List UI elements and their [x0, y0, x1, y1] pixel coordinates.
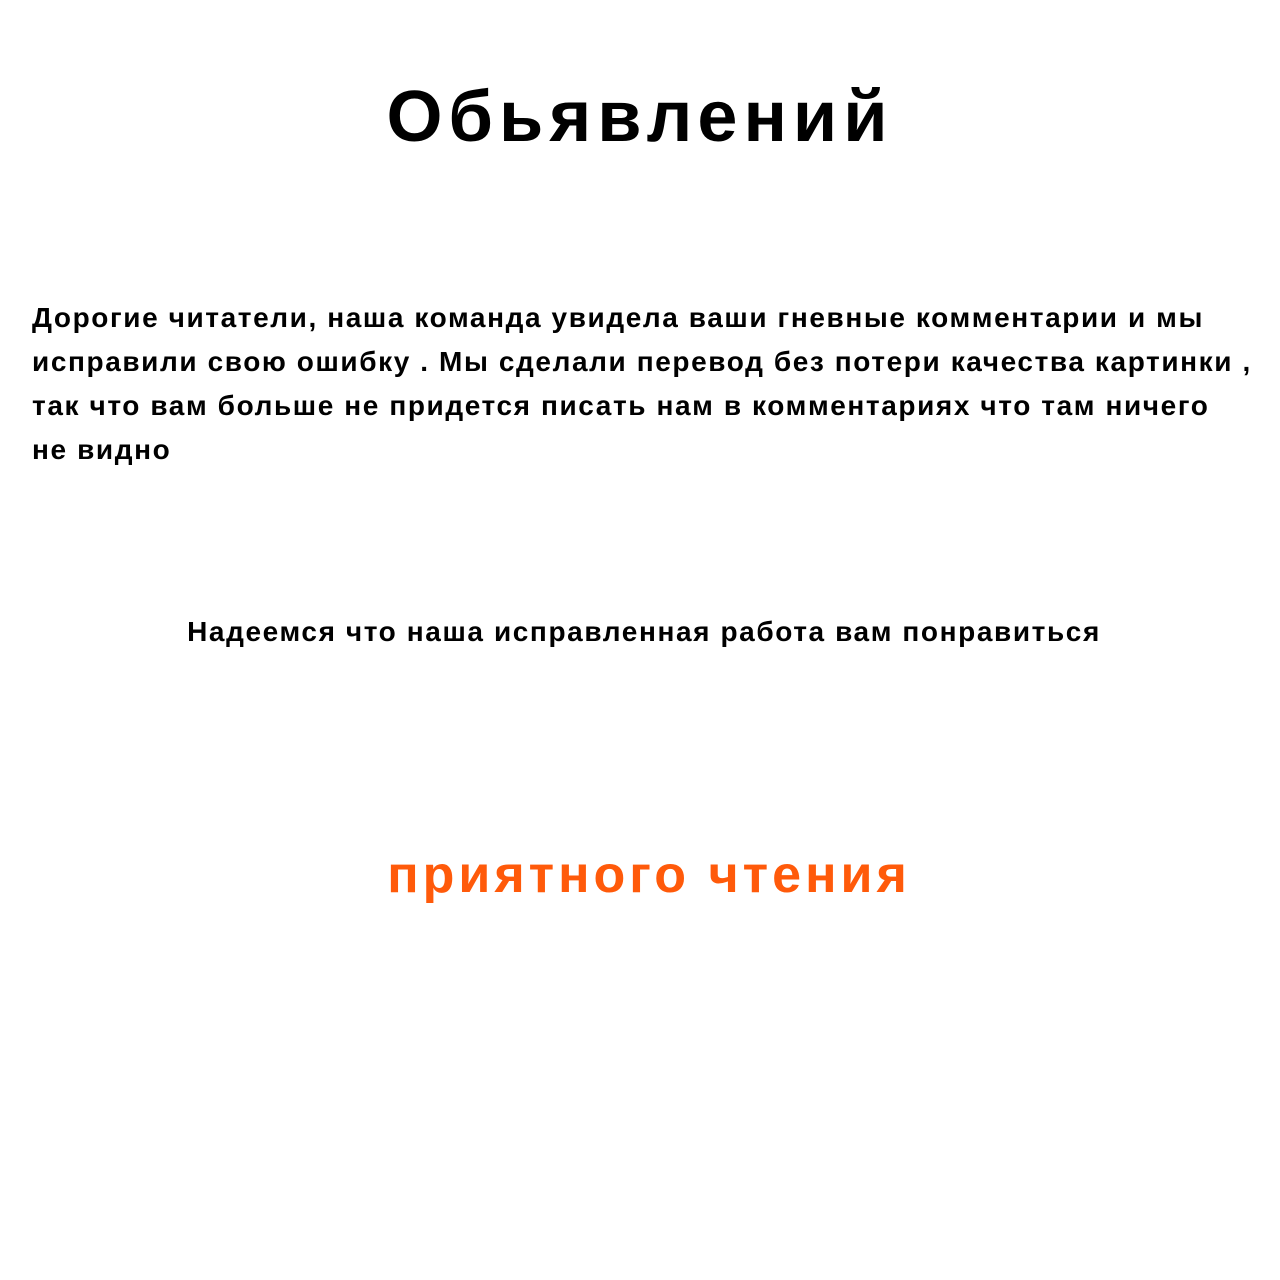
hope-line: Надеемся что наша исправленная работа вам понравиться [187, 616, 1101, 647]
page-title: Обьявлений [386, 77, 894, 157]
closing-line: приятного чтения [387, 846, 911, 904]
intro-paragraph: Дорогие читатели, наша команда увидела ваши гневные комментарии и мы исправили свою ошибку . Мы сделали перевод без потери качества картинки , так что вам больше не придется писать нам в комментариях что там ничего не видно [32, 302, 1252, 465]
